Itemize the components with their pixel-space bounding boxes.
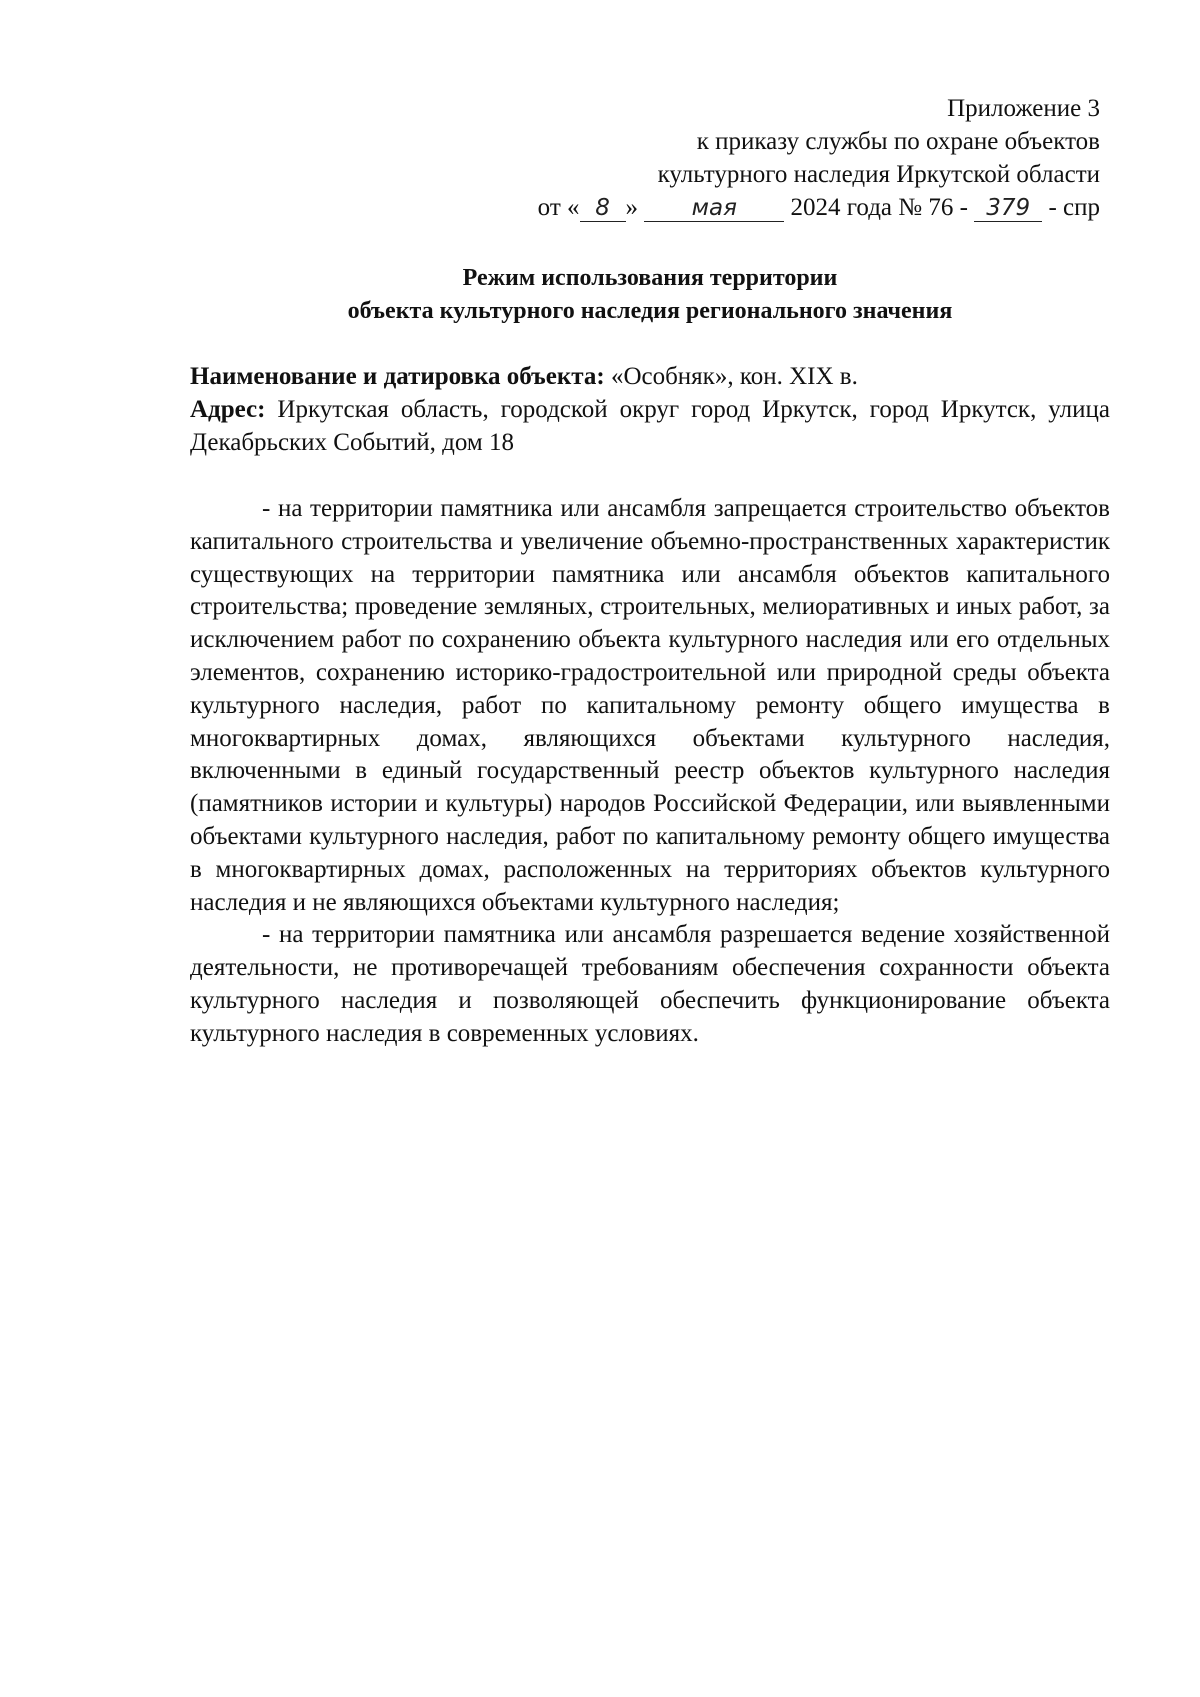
regime-text <box>190 493 1110 1051</box>
appendix-header <box>380 92 1100 224</box>
permission-paragraph: - на территории памятника или ансамбля разрешается ведение хозяйственной деятельности, не противоречащей требованиям обеспечения сохранности объекта культурного наследия и позволяющей обеспечить функционирование объекта культурного наследия в современных условиях. <box>190 921 1110 1047</box>
prohibition-paragraph: - на территории памятника или ансамбля запрещается строительство объектов капитального строительства и увеличение объемно-пространственных характеристик существующих на территории памятника или ансамбля объектов капитального строительства; проведение земляных, строительных, мелиоративных и иных работ, за исключением работ по сохранению объекта культурного наследия или его отдельных элементов, сохранению историко-градостроительной или природной среды объекта культурного наследия, работ по капитальному ремонту общего имущества в многоквартирных домах, являющихся объектами культурного наследия, включенными в единый государственный реестр объектов культурного наследия (памятников истории и культуры) народов Российской Федерации, или выявленными объектами культурного наследия, работ по капитальному ремонту общего имущества в многоквартирных домах, расположенных на территориях объектов культурного наследия и не являющихся объектами культурного наследия; <box>190 495 1110 916</box>
object-name-value: «Особняк», кон. XIX в. <box>610 363 858 390</box>
order-year-number: 2024 года № 76 - <box>790 194 968 221</box>
object-name-row <box>190 360 1110 393</box>
appendix-number: Приложение 3 <box>947 95 1100 122</box>
date-prefix: от « <box>537 194 580 221</box>
handwritten-order-number: 379 <box>974 195 1042 222</box>
object-address-label: Адрес: <box>190 396 266 423</box>
title-line-2: объекта культурного наследия регионального значения <box>347 298 953 324</box>
title-line-1: Режим использования территории <box>462 265 838 291</box>
document-title <box>190 262 1110 328</box>
handwritten-day: 8 <box>580 195 626 222</box>
order-suffix: - спр <box>1048 194 1100 221</box>
order-authority: культурного наследия Иркутской области <box>657 161 1100 188</box>
order-date-line <box>380 191 1100 224</box>
object-name-label: Наименование и датировка объекта: <box>190 363 605 390</box>
object-address-row <box>190 393 1110 459</box>
date-mid: » <box>625 194 639 221</box>
object-info <box>190 360 1110 459</box>
handwritten-month: мая <box>644 195 784 222</box>
object-address-value: Иркутская область, городской округ город Иркутск, город Иркутск, улица Декабрьских Событий, дом 18 <box>190 396 1111 456</box>
order-reference: к приказу службы по охране объектов <box>696 128 1100 155</box>
